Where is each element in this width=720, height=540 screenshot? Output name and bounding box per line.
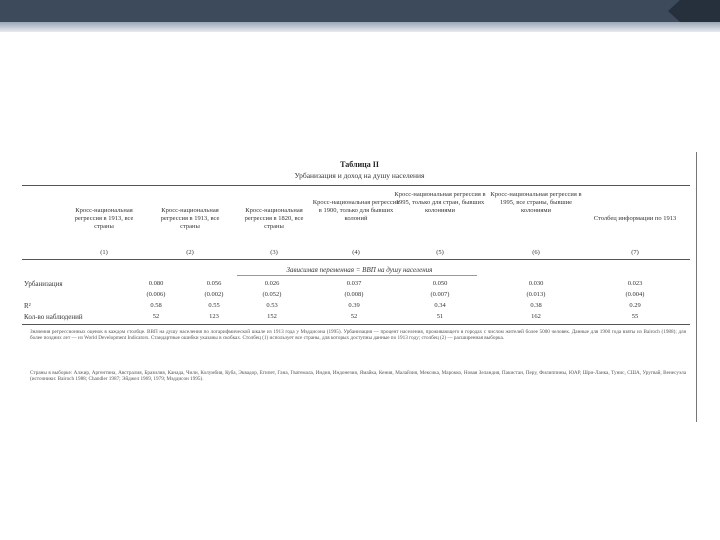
cell-value: 0.080	[148, 280, 164, 287]
cell-se: (0.002)	[204, 291, 224, 298]
cell-value: 0.53	[266, 302, 278, 309]
column-number: (1)	[100, 249, 108, 256]
cell-se: (0.006)	[146, 291, 166, 298]
column-number: (7)	[631, 249, 639, 256]
row-label: Кол-во наблюдений	[24, 313, 83, 321]
cell-value: 52	[152, 313, 160, 320]
cell-value: 162	[531, 313, 541, 320]
column-header: Кросс-национальная регрессия в 1995, все страны, бывшие колониями	[490, 191, 582, 214]
column-number: (5)	[436, 249, 444, 256]
right-border-rule	[696, 152, 697, 422]
cell-value: 0.037	[346, 280, 362, 287]
column-header: Кросс-национальная регрессия в 1900, только для бывших колоний	[312, 199, 400, 222]
header-band	[0, 22, 720, 32]
column-header: Кросс-национальная регрессия в 1820, все страны	[244, 207, 304, 230]
cell-value: 55	[631, 313, 639, 320]
top-rule	[22, 185, 690, 186]
table-bottom-rule	[22, 324, 690, 325]
column-number: (4)	[352, 249, 360, 256]
cell-value: 0.34	[434, 302, 446, 309]
cell-value: 123	[209, 313, 219, 320]
table-sources: Страны в выборке: Алжир, Аргентина, Австралия, Бразилия, Канада, Чили, Колумбия, Куба, Эквадор, Египет, Гана, Гватемала, Индия, Индонезия, Ямайка, Кения, Малайзия, Мексика, Марокко, Новая Зеландия, Пакистан, Перу, Филиппины, ЮАР, Шри-Ланка, Тунис, США, Уругвай, Венесуэла (источники: Bairoch 1988; Chandler 1987; Эйджел 1969, 1979; Мэддисон 1995).	[30, 370, 686, 383]
cell-se: (0.008)	[344, 291, 364, 298]
section-rule	[237, 275, 477, 276]
cell-value: 0.58	[150, 302, 162, 309]
cell-se: (0.013)	[526, 291, 546, 298]
column-header: Кросс-национальная регрессия в 1995, только для стран, бывших колониями	[394, 191, 486, 214]
column-header: Столбец информации по 1913	[593, 215, 677, 222]
cell-value: 51	[436, 313, 444, 320]
cell-se: (0.052)	[262, 291, 282, 298]
column-number: (2)	[186, 249, 194, 256]
cell-value: 0.39	[348, 302, 360, 309]
section-label: Зависимая переменная = ВВП на душу населения	[286, 266, 433, 274]
cell-value: 0.026	[264, 280, 280, 287]
cell-value: 0.050	[432, 280, 448, 287]
column-number: (3)	[270, 249, 278, 256]
table-subtitle: Урбанизация и доход на душу населения	[294, 171, 425, 180]
cell-value: 0.056	[206, 280, 222, 287]
row-label: R²	[24, 302, 31, 310]
table-note: Значения регрессионных оценок в каждом столбце. ВВП на душу населения по логарифмической шкале из 1913 года у Мэддисона (1995). Урбанизация — процент населения, проживающего в городах с числом жителей более 5000 человек. Данные для 1900 года взяты из Bairoch (1988); для более поздних лет — из World Development Indicators. Стандартные ошибки указаны в скобках. Столбец (1) использует все страны, для которых доступны данные по 1913 году; столбец (2) — расширенная выборка.	[30, 329, 686, 342]
cell-value: 0.29	[629, 302, 641, 309]
table-title: Таблица II	[340, 160, 379, 169]
column-header: Кросс-национальная регрессия в 1913, все страны	[160, 207, 220, 230]
header-bottom-rule	[22, 259, 690, 260]
cell-se: (0.004)	[625, 291, 645, 298]
column-header: Кросс-национальная регрессия в 1913, все страны	[74, 207, 134, 230]
cell-value: 0.030	[528, 280, 544, 287]
row-label: Урбанизация	[24, 280, 63, 288]
cell-value: 0.023	[627, 280, 643, 287]
cell-se: (0.007)	[430, 291, 450, 298]
cell-value: 152	[267, 313, 277, 320]
cell-value: 0.38	[530, 302, 542, 309]
cell-value: 52	[350, 313, 358, 320]
column-number: (6)	[532, 249, 540, 256]
top-bar	[0, 0, 720, 22]
cell-value: 0.55	[208, 302, 220, 309]
table-slide	[22, 152, 697, 422]
corner-tab	[680, 0, 720, 22]
